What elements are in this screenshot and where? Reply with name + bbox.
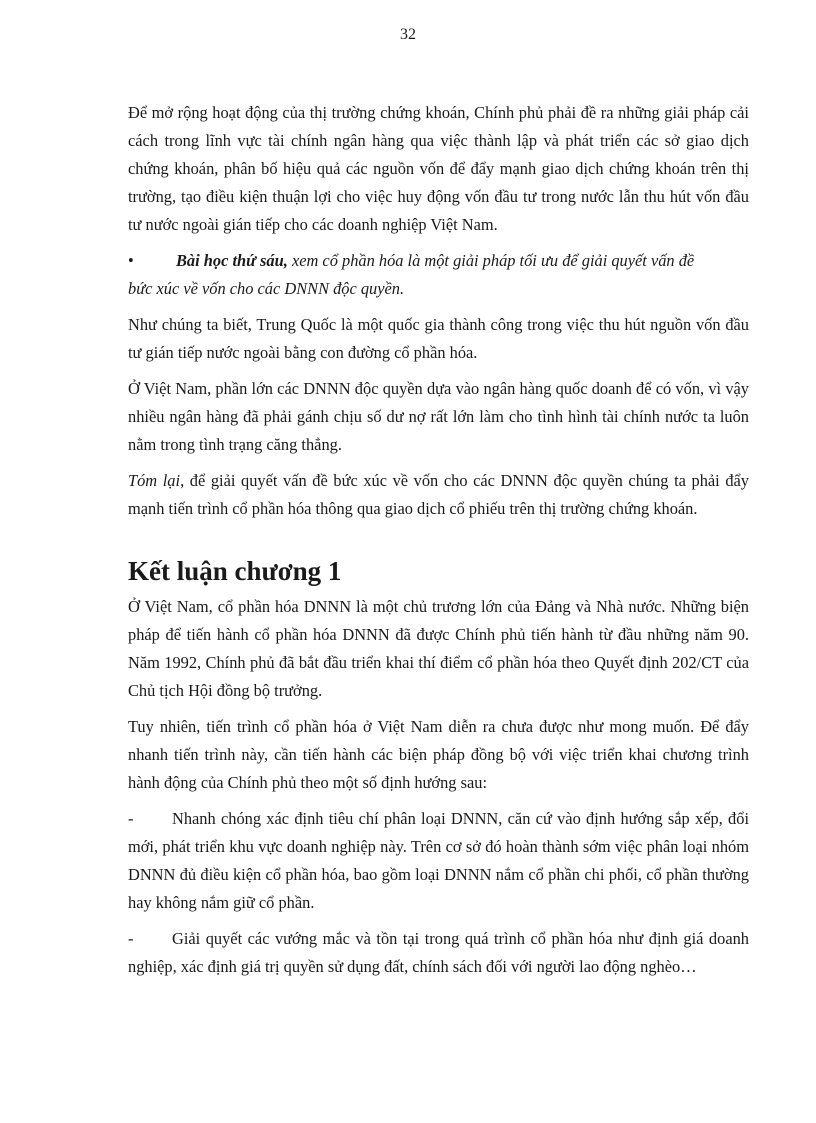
page-content	[128, 99, 749, 989]
paragraph: Ở Việt Nam, cổ phần hóa DNNN là một chủ trương lớn của Đảng và Nhà nước. Những biện pháp để tiến hành cổ phần hóa DNNN đã được Chính phủ tiến hành từ đầu những năm 90. Năm 1992, Chính phủ đã bắt đầu triển khai thí điểm cổ phần hóa theo Quyết định 202/CT của Chủ tịch Hội đồng bộ trưởng.	[128, 597, 749, 700]
dash-item	[128, 925, 749, 981]
bullet-paragraph	[128, 247, 749, 303]
page-number: 32	[400, 26, 416, 43]
bullet-line-1	[176, 247, 749, 275]
dash-item	[128, 805, 749, 917]
paragraph: Để mở rộng hoạt động của thị trường chứng khoán, Chính phủ phải đề ra những giải pháp cải cách trong lĩnh vực tài chính ngân hàng qua việc thành lập và phát triển các sở giao dịch chứng khoán, phân bố hiệu quả các nguồn vốn để đẩy mạnh giao dịch chứng khoán trên thị trường, tạo điều kiện thuận lợi cho việc huy động vốn đầu tư trong nước lẫn thu hút vốn đầu tư nước ngoài gián tiếp cho các doanh nghiệp Việt Nam.	[128, 103, 749, 234]
paragraph: Ở Việt Nam, phần lớn các DNNN độc quyền dựa vào ngân hàng quốc doanh để có vốn, vì vậy nhiều ngân hàng đã phải gánh chịu số dư nợ rất lớn làm cho tình hình tài chính nước ta luôn nằm trong tình trạng căng thẳng.	[128, 379, 749, 454]
paragraph	[128, 467, 749, 523]
bullet-text-2: bức xúc về vốn cho các DNNN độc quyền.	[128, 279, 405, 298]
summary-text: , để giải quyết vấn đề bức xúc về vốn cho các DNNN độc quyền chúng ta phải đẩy mạnh tiến trình cổ phần hóa thông qua giao dịch cổ phiếu trên thị trường chứng khoán.	[128, 471, 749, 518]
section-heading: Kết luận chương 1	[128, 556, 342, 586]
paragraph: Như chúng ta biết, Trung Quốc là một quốc gia thành công trong việc thu hút nguồn vốn đầu tư gián tiếp nước ngoài bằng con đường cổ phần hóa.	[128, 315, 749, 362]
dash-marker: -	[128, 929, 134, 948]
bullet-lead: Bài học thứ sáu,	[176, 251, 288, 270]
dash-item-text: Nhanh chóng xác định tiêu chí phân loại DNNN, căn cứ vào định hướng sắp xếp, đổi mới, phát triển khu vực doanh nghiệp này. Trên cơ sở đó hoàn thành sớm việc phân loại nhóm DNNN đủ điều kiện cổ phần hóa, bao gồm loại DNNN nắm cổ phần chi phối, cổ phần thường hay không nắm giữ cổ phần.	[128, 809, 749, 912]
bullet-marker: •	[128, 251, 134, 270]
summary-lead: Tóm lại	[128, 471, 181, 490]
dash-marker: -	[128, 809, 134, 828]
bullet-text-1: xem cổ phần hóa là một giải pháp tối ưu để giải quyết vấn đề	[287, 251, 695, 270]
dash-item-text: Giải quyết các vướng mắc và tồn tại trong quá trình cổ phần hóa như định giá doanh nghiệp, xác định giá trị quyền sử dụng đất, chính sách đối với người lao động nghèo…	[128, 929, 749, 976]
paragraph: Tuy nhiên, tiến trình cổ phần hóa ở Việt Nam diễn ra chưa được như mong muốn. Để đẩy nhanh tiến trình này, cần tiến hành các biện pháp đồng bộ với việc triển khai chương trình hành động của Chính phủ theo một số định hướng sau:	[128, 717, 749, 792]
